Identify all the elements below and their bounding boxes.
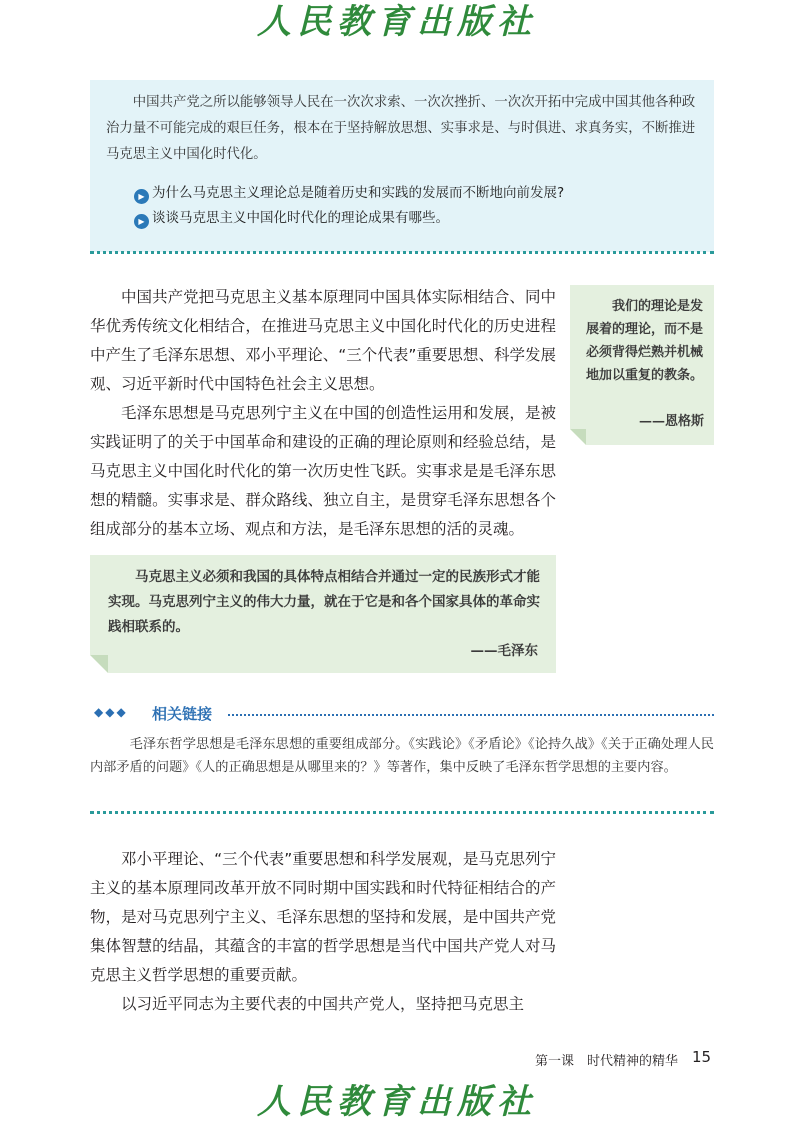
page-number: 15 — [692, 1048, 712, 1066]
question-text: 为什么马克思主义理论总是随着历史和实践的发展而不断地向前发展? — [152, 185, 565, 201]
dotted-divider — [228, 714, 714, 716]
related-link-header — [94, 704, 714, 726]
dotted-divider — [90, 251, 714, 254]
publisher-logo-top: 人民教育出版社 — [257, 2, 537, 42]
question-item — [134, 208, 449, 229]
page-fold-corner — [90, 655, 108, 673]
play-arrow-icon: ▶ — [134, 189, 149, 204]
page-fold-corner — [570, 429, 586, 445]
intro-text: 中国共产党之所以能够领导人民在一次次求索、一次次挫折、一次次开拓中完成中国其他各种政治力量不可能完成的艰巨任务，根本在于坚持解放思想、实事求是、与时俱进、求真务实，不断推进马克思主义中国化时代化。 — [106, 95, 696, 162]
question-text: 谈谈马克思主义中国化时代化的理论成果有哪些。 — [152, 210, 449, 226]
chapter-footer: 第一课 时代精神的精华 — [535, 1054, 679, 1069]
intro-box — [90, 80, 714, 252]
engels-quote-box — [570, 285, 714, 445]
quote-text: 我们的理论是发展着的理论，而不是必须背得烂熟并机械地加以重复的教条。 — [586, 299, 704, 383]
play-arrow-icon: ▶ — [134, 214, 149, 229]
quote-text: 马克思主义必须和我国的具体特点相结合并通过一定的民族形式才能实现。马克思列宁主义的伟大力量，就在于它是和各个国家具体的革命实践相联系的。 — [108, 569, 540, 635]
body-paragraph: 以习近平同志为主要代表的中国共产党人，坚持把马克思主 — [121, 995, 525, 1013]
diamond-icon: ◆◆◆ — [94, 705, 128, 719]
publisher-logo-bottom: 人民教育出版社 — [257, 1082, 537, 1122]
question-item — [134, 183, 564, 204]
dotted-divider — [90, 811, 714, 814]
quote-author: ——毛泽东 — [470, 643, 538, 659]
body-paragraph: 毛泽东思想是马克思列宁主义在中国的创造性运用和发展，是被实践证明了的关于中国革命和建设的正确的理论原则和经验总结，是马克思主义中国化时代化的第一次历史性飞跃。实事求是是毛泽东思想的精髓。实事求是、群众路线、独立自主，是贯穿毛泽东思想各个组成部分的基本立场、观点和方法，是毛泽东思想的活的灵魂。 — [90, 404, 556, 538]
body-paragraph: 邓小平理论、“三个代表”重要思想和科学发展观，是马克思列宁主义的基本原理同改革开放不同时期中国实践和时代特征相结合的产物，是对马克思列宁主义、毛泽东思想的坚持和发展，是中国共产党集体智慧的结晶，其蕴含的丰富的哲学思想是当代中国共产党人对马克思主义哲学思想的重要贡献。 — [90, 850, 556, 984]
related-link-title: 相关链接 — [152, 705, 213, 723]
body-paragraph: 中国共产党把马克思主义基本原理同中国具体实际相结合、同中华优秀传统文化相结合，在推进马克思主义中国化时代化的历史进程中产生了毛泽东思想、邓小平理论、“三个代表”重要思想、科学发展观、习近平新时代中国特色社会主义思想。 — [90, 288, 556, 393]
mao-quote-box — [90, 555, 556, 673]
related-link-text: 毛泽东哲学思想是毛泽东思想的重要组成部分。《实践论》《矛盾论》《论持久战》《关于正确处理人民内部矛盾的问题》《人的正确思想是从哪里来的？》等著作，集中反映了毛泽东哲学思想的主要内容。 — [90, 737, 714, 775]
quote-author: ——恩格斯 — [638, 414, 704, 429]
